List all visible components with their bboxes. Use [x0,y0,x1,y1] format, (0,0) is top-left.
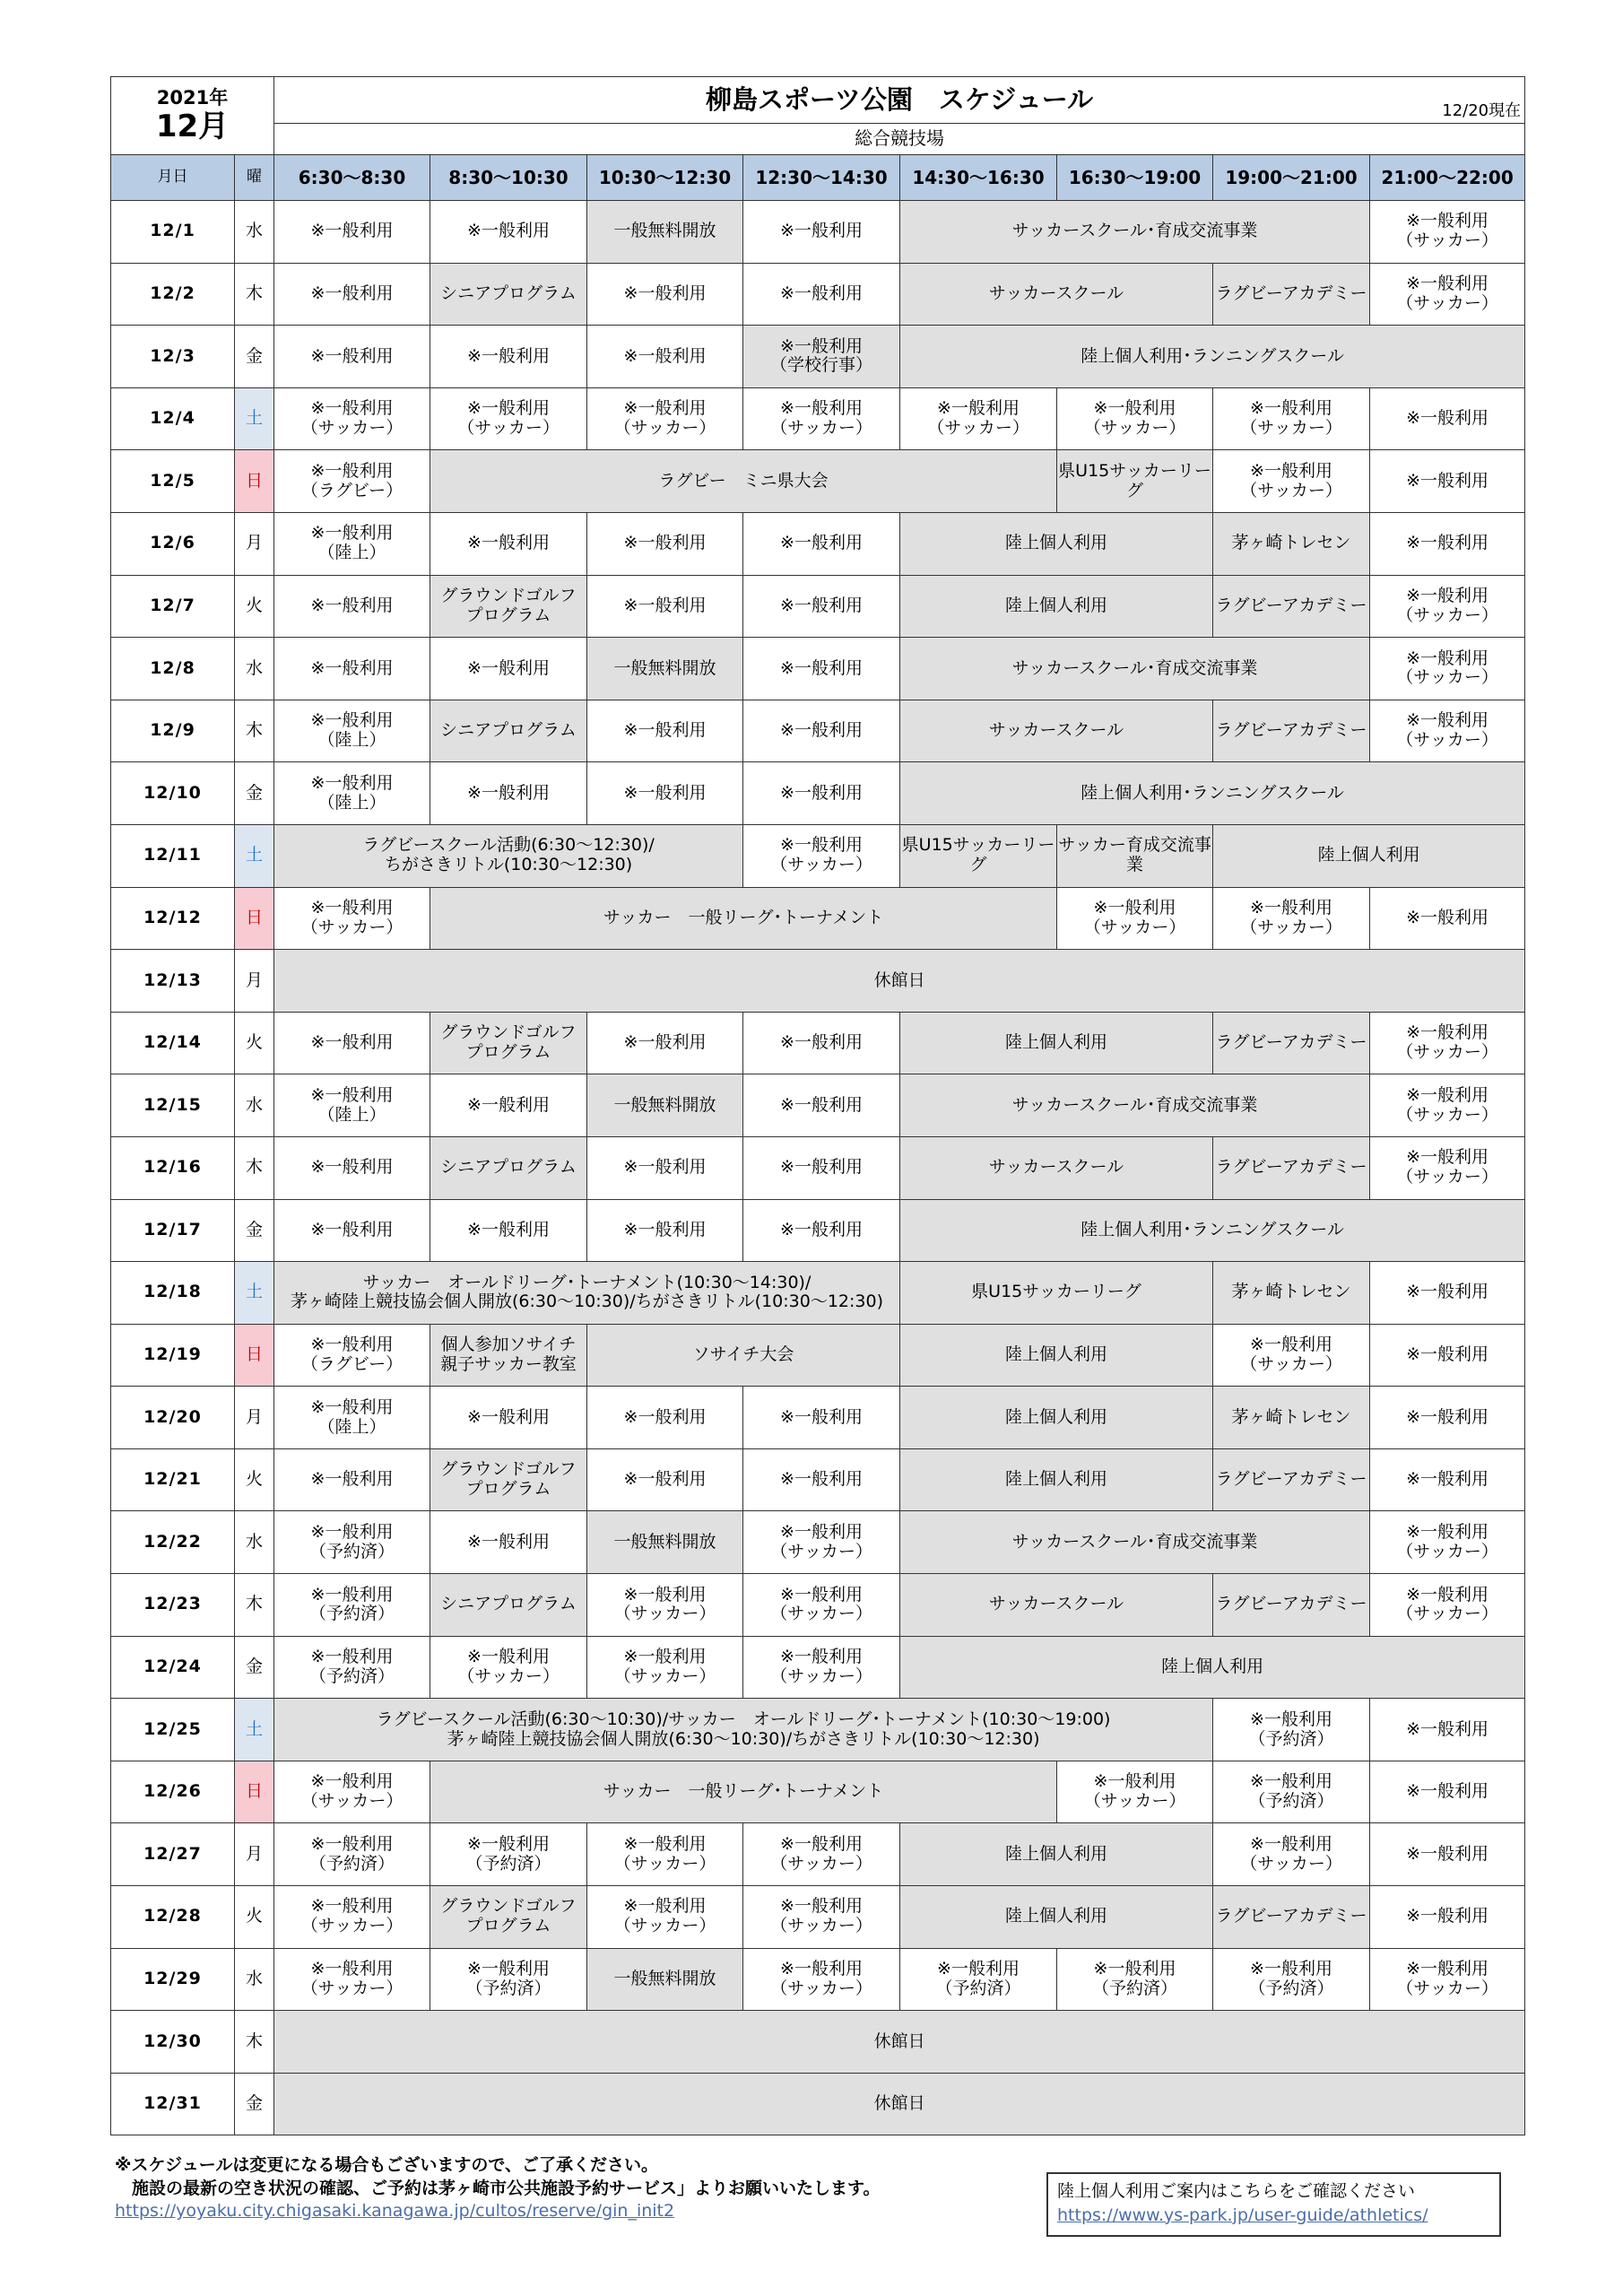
col-header-slot: 6:30～8:30 [274,155,430,201]
schedule-cell: ※一般利用 [430,762,587,825]
schedule-cell: ※一般利用 [743,1199,900,1262]
schedule-cell: サッカースクール･育成交流事業 [900,1074,1370,1137]
date-cell: 12/31 [111,2073,235,2135]
schedule-cell: ※一般利用 （サッカー） [1057,887,1213,950]
schedule-cell: サッカースクール [900,1574,1213,1637]
schedule-cell: ソサイチ大会 [587,1324,900,1387]
weekday-cell: 水 [235,1511,274,1574]
schedule-cell: 陸上個人利用 [900,1448,1213,1511]
schedule-cell: ※一般利用 [274,201,430,264]
weekday-cell: 木 [235,263,274,326]
date-cell: 12/14 [111,1012,235,1074]
date-cell: 12/9 [111,700,235,762]
date-cell: 12/1 [111,201,235,264]
weekday-cell: 火 [235,1448,274,1511]
schedule-cell: 陸上個人利用･ランニングスクール [900,326,1525,388]
schedule-cell: ラグビースクール活動(6:30～12:30)/ ちがさきリトル(10:30～12:30) [274,824,743,887]
schedule-cell: ※一般利用 （ラグビー） [274,1324,430,1387]
schedule-cell: ※一般利用 [743,575,900,638]
schedule-cell: ※一般利用 [274,1199,430,1262]
weekday-cell: 木 [235,1136,274,1199]
schedule-cell: ※一般利用 （サッカー） [900,387,1057,450]
schedule-cell: ※一般利用 （予約済） [274,1574,430,1637]
schedule-cell: ラグビーアカデミー [1213,575,1370,638]
schedule-cell: ※一般利用 [1370,1324,1525,1387]
weekday-cell: 日 [235,887,274,950]
schedule-cell: ※一般利用 （サッカー） [274,887,430,950]
date-cell: 12/7 [111,575,235,638]
schedule-cell: ※一般利用 [587,1199,743,1262]
weekday-cell: 木 [235,2011,274,2074]
schedule-row [111,1948,1525,2011]
schedule-cell: グラウンドゴルフ プログラム [430,1448,587,1511]
schedule-cell: ※一般利用 [430,638,587,700]
schedule-cell: ※一般利用 [1370,387,1525,450]
schedule-cell: ※一般利用 [743,512,900,575]
schedule-cell: ラグビー ミニ県大会 [430,450,1057,513]
schedule-cell: 陸上個人利用 [900,512,1213,575]
date-cell: 12/10 [111,762,235,825]
schedule-cell: 一般無料開放 [587,638,743,700]
schedule-cell: ※一般利用 （サッカー） [1370,700,1525,762]
column-header-row [111,155,1525,201]
schedule-cell: ※一般利用 （サッカー） [743,1886,900,1949]
schedule-cell: ※一般利用 （予約済） [1213,1699,1370,1761]
schedule-cell: ※一般利用 （サッカー） [743,824,900,887]
schedule-cell: ※一般利用 [743,1448,900,1511]
schedule-cell: ※一般利用 [1370,1761,1525,1823]
schedule-cell: ※一般利用 [743,1387,900,1449]
schedule-table [110,76,1525,2135]
schedule-cell: ※一般利用 （サッカー） [1057,1761,1213,1823]
date-cell: 12/20 [111,1387,235,1449]
schedule-cell: 休館日 [274,2073,1525,2135]
schedule-cell: ※一般利用 （サッカー） [587,1823,743,1886]
schedule-cell: サッカー 一般リーグ･トーナメント [430,887,1057,950]
schedule-cell: ※一般利用 （予約済） [1057,1948,1213,2011]
date-cell: 12/21 [111,1448,235,1511]
weekday-cell: 月 [235,1823,274,1886]
footer-note-1: ※スケジュールは変更になる場合もございますので、ご了承ください。 [115,2155,658,2175]
schedule-cell: ※一般利用 [587,263,743,326]
schedule-row [111,387,1525,450]
athletics-info-link[interactable]: https://www.ys-park.jp/user-guide/athletics/ [1057,2205,1428,2225]
schedule-cell: ※一般利用 （サッカー） [1370,1511,1525,1574]
date-cell: 12/16 [111,1136,235,1199]
schedule-cell: ※一般利用 [743,1012,900,1074]
weekday-cell: 木 [235,700,274,762]
date-cell: 12/22 [111,1511,235,1574]
month-label: 12月 [155,108,230,144]
weekday-cell: 月 [235,512,274,575]
weekday-cell: 水 [235,638,274,700]
date-cell: 12/13 [111,950,235,1013]
schedule-cell: ※一般利用 （サッカー） [1370,638,1525,700]
schedule-cell: 一般無料開放 [587,1511,743,1574]
schedule-cell: ※一般利用 （サッカー） [1370,1574,1525,1637]
schedule-cell: ラグビーアカデミー [1213,1886,1370,1949]
schedule-cell: サッカースクール [900,1136,1213,1199]
col-header-slot: 12:30～14:30 [743,155,900,201]
schedule-cell: ※一般利用 （予約済） [1213,1761,1370,1823]
schedule-cell: ※一般利用 [274,575,430,638]
date-cell: 12/2 [111,263,235,326]
col-header-slot: 19:00～21:00 [1213,155,1370,201]
weekday-cell: 日 [235,1761,274,1823]
schedule-cell: ※一般利用 （サッカー） [274,1948,430,2011]
schedule-cell: サッカースクール [900,700,1213,762]
schedule-cell: ラグビースクール活動(6:30～10:30)/サッカー オールドリーグ･トーナメント(10:30～19:00) 茅ヶ崎陸上競技協会個人開放(6:30～10:30)/ちがさきリトル(10:30～12:30) [274,1699,1213,1761]
schedule-row [111,1012,1525,1074]
schedule-cell: 茅ヶ崎トレセン [1213,512,1370,575]
date-cell: 12/6 [111,512,235,575]
schedule-row [111,2011,1525,2074]
date-cell: 12/8 [111,638,235,700]
schedule-cell: ※一般利用 （サッカー） [1213,387,1370,450]
col-header-date: 月日 [111,155,235,201]
schedule-cell: ※一般利用 （サッカー） [1370,1074,1525,1137]
col-header-slot: 21:00～22:00 [1370,155,1525,201]
date-cell: 12/24 [111,1636,235,1699]
schedule-row [111,1448,1525,1511]
schedule-row [111,2073,1525,2135]
schedule-cell: 陸上個人利用 [900,1012,1213,1074]
schedule-row [111,201,1525,264]
schedule-cell: ※一般利用 [587,700,743,762]
schedule-cell: ※一般利用 （サッカー） [743,1636,900,1699]
date-cell: 12/3 [111,326,235,388]
schedule-cell: ※一般利用 [430,1074,587,1137]
venue-label: 総合競技場 [274,123,1525,154]
schedule-row [111,638,1525,700]
schedule-cell: サッカー 一般リーグ･トーナメント [430,1761,1057,1823]
schedule-cell: サッカースクール･育成交流事業 [900,638,1370,700]
schedule-cell: ※一般利用 （予約済） [900,1948,1057,2011]
date-cell: 12/30 [111,2011,235,2074]
schedule-cell: ※一般利用 [1370,1448,1525,1511]
schedule-cell: ※一般利用 （学校行事） [743,326,900,388]
schedule-cell: ※一般利用 （予約済） [430,1948,587,2011]
schedule-cell: ※一般利用 （予約済） [1213,1948,1370,2011]
schedule-cell: ※一般利用 （サッカー） [587,1886,743,1949]
weekday-cell: 金 [235,762,274,825]
schedule-cell: ※一般利用 （サッカー） [430,1636,587,1699]
date-cell: 12/19 [111,1324,235,1387]
schedule-cell: シニアプログラム [430,1136,587,1199]
schedule-cell: ※一般利用 [743,1074,900,1137]
date-cell: 12/26 [111,1761,235,1823]
schedule-cell: 陸上個人利用 [900,1636,1525,1699]
schedule-cell: ※一般利用 （サッカー） [1213,450,1370,513]
schedule-row [111,1199,1525,1262]
schedule-cell: ※一般利用 （予約済） [274,1636,430,1699]
year-label: 2021年 [156,87,229,109]
schedule-cell: ※一般利用 [1370,1886,1525,1949]
date-cell: 12/5 [111,450,235,513]
weekday-cell: 水 [235,1074,274,1137]
weekday-cell: 金 [235,1199,274,1262]
schedule-cell: ※一般利用 [587,1136,743,1199]
schedule-cell: ※一般利用 （陸上） [274,762,430,825]
schedule-cell: シニアプログラム [430,1574,587,1637]
schedule-cell: ※一般利用 （サッカー） [1370,1136,1525,1199]
date-cell: 12/4 [111,387,235,450]
schedule-cell: ※一般利用 （陸上） [274,1387,430,1449]
schedule-row [111,1511,1525,1574]
weekday-cell: 火 [235,575,274,638]
schedule-cell: 県U15サッカーリーグ [1057,450,1213,513]
schedule-cell: サッカー オールドリーグ･トーナメント(10:30～14:30)/ 茅ヶ崎陸上競技協会個人開放(6:30～10:30)/ちがさきリトル(10:30～12:30) [274,1262,900,1325]
schedule-cell: ※一般利用 [430,1199,587,1262]
schedule-cell: グラウンドゴルフ プログラム [430,575,587,638]
schedule-row [111,326,1525,388]
schedule-cell: ※一般利用 （サッカー） [274,387,430,450]
schedule-cell: 陸上個人利用 [900,1823,1213,1886]
schedule-cell: ※一般利用 （サッカー） [1370,1948,1525,2011]
schedule-cell: ※一般利用 [274,1136,430,1199]
schedule-cell: ※一般利用 [1370,1262,1525,1325]
schedule-cell: ※一般利用 （サッカー） [587,1636,743,1699]
date-cell: 12/18 [111,1262,235,1325]
schedule-cell: ※一般利用 （サッカー） [1213,1324,1370,1387]
schedule-cell: グラウンドゴルフ プログラム [430,1012,587,1074]
date-cell: 12/17 [111,1199,235,1262]
schedule-cell: 個人参加ソサイチ 親子サッカー教室 [430,1324,587,1387]
schedule-cell: ※一般利用 （陸上） [274,512,430,575]
schedule-row [111,1324,1525,1387]
schedule-cell: ※一般利用 （サッカー） [1370,575,1525,638]
schedule-cell: ※一般利用 [1370,887,1525,950]
schedule-cell: サッカースクール･育成交流事業 [900,1511,1370,1574]
schedule-cell: ※一般利用 （サッカー） [1370,201,1525,264]
schedule-cell: ※一般利用 （サッカー） [743,1823,900,1886]
schedule-row [111,1074,1525,1137]
schedule-cell: サッカー育成交流事業 [1057,824,1213,887]
schedule-cell: ※一般利用 [1370,1823,1525,1886]
schedule-row [111,1574,1525,1637]
weekday-cell: 月 [235,950,274,1013]
date-cell: 12/23 [111,1574,235,1637]
schedule-cell: ※一般利用 [587,762,743,825]
schedule-cell: ※一般利用 （サッカー） [743,1511,900,1574]
schedule-cell: ※一般利用 [274,1012,430,1074]
schedule-cell: 陸上個人利用 [1213,824,1525,887]
schedule-row [111,1823,1525,1886]
schedule-row [111,1387,1525,1449]
schedule-cell: 陸上個人利用･ランニングスクール [900,762,1525,825]
schedule-cell: ※一般利用 （サッカー） [587,1574,743,1637]
schedule-cell: ラグビーアカデミー [1213,1448,1370,1511]
schedule-cell: グラウンドゴルフ プログラム [430,1886,587,1949]
schedule-row [111,700,1525,762]
athletics-info-box [1046,2172,1501,2237]
weekday-cell: 月 [235,1387,274,1449]
schedule-cell: ※一般利用 [430,512,587,575]
schedule-row [111,887,1525,950]
col-header-dow: 曜 [235,155,274,201]
col-header-slot: 16:30～19:00 [1057,155,1213,201]
schedule-cell: 県U15サッカーリーグ [900,824,1057,887]
schedule-row [111,450,1525,513]
schedule-cell: 一般無料開放 [587,1948,743,2011]
schedule-cell: ※一般利用 （サッカー） [1213,887,1370,950]
athletics-info-label: 陸上個人利用ご案内はこちらをご確認ください [1057,2181,1416,2201]
page-title [274,77,1525,124]
schedule-cell: ※一般利用 [743,700,900,762]
schedule-cell: ※一般利用 [1370,1699,1525,1761]
schedule-cell: ラグビーアカデミー [1213,263,1370,326]
schedule-cell: 一般無料開放 [587,1074,743,1137]
weekday-cell: 土 [235,1699,274,1761]
schedule-cell: 陸上個人利用 [900,1886,1213,1949]
schedule-cell: ※一般利用 （予約済） [430,1823,587,1886]
schedule-cell: ※一般利用 （サッカー） [587,387,743,450]
schedule-cell: ラグビーアカデミー [1213,700,1370,762]
footer-notes [115,2154,880,2223]
schedule-cell: サッカースクール･育成交流事業 [900,201,1370,264]
schedule-cell: ※一般利用 [274,326,430,388]
weekday-cell: 土 [235,824,274,887]
schedule-cell: 陸上個人利用 [900,575,1213,638]
weekday-cell: 水 [235,1948,274,2011]
title-text: 柳島スポーツ公園 スケジュール [706,83,1094,115]
date-cell: 12/25 [111,1699,235,1761]
schedule-row [111,1136,1525,1199]
schedule-cell: ※一般利用 （サッカー） [1370,1012,1525,1074]
schedule-cell: ※一般利用 [587,512,743,575]
reserve-link[interactable]: https://yoyaku.city.chigasaki.kanagawa.jp/cultos/reserve/gin_init2 [115,2201,675,2222]
schedule-cell: ※一般利用 [430,201,587,264]
schedule-cell: ※一般利用 （サッカー） [743,387,900,450]
schedule-row [111,824,1525,887]
schedule-cell: ラグビーアカデミー [1213,1136,1370,1199]
weekday-cell: 金 [235,326,274,388]
schedule-cell: ※一般利用 [274,263,430,326]
weekday-cell: 木 [235,1574,274,1637]
col-header-slot: 8:30～10:30 [430,155,587,201]
schedule-cell: 県U15サッカーリーグ [900,1262,1213,1325]
schedule-row [111,1886,1525,1949]
schedule-row [111,1262,1525,1325]
schedule-row [111,1761,1525,1823]
weekday-cell: 火 [235,1012,274,1074]
schedule-cell: ※一般利用 [743,1136,900,1199]
schedule-cell: 茅ヶ崎トレセン [1213,1387,1370,1449]
schedule-row [111,950,1525,1013]
schedule-cell: ※一般利用 [743,762,900,825]
schedule-cell: 陸上個人利用･ランニングスクール [900,1199,1525,1262]
schedule-row [111,575,1525,638]
schedule-cell: ※一般利用 （サッカー） [430,387,587,450]
schedule-cell: ※一般利用 （陸上） [274,1074,430,1137]
schedule-cell: ※一般利用 （サッカー） [1370,263,1525,326]
date-cell: 12/28 [111,1886,235,1949]
schedule-body [111,201,1525,2135]
schedule-cell: ※一般利用 [274,638,430,700]
schedule-cell: ※一般利用 [430,1511,587,1574]
schedule-cell: ※一般利用 [587,1012,743,1074]
schedule-cell: ※一般利用 （予約済） [274,1823,430,1886]
schedule-cell: 茅ヶ崎トレセン [1213,1262,1370,1325]
schedule-cell: ※一般利用 （サッカー） [274,1886,430,1949]
schedule-cell: ※一般利用 [587,575,743,638]
schedule-cell: ※一般利用 [743,201,900,264]
schedule-cell: ※一般利用 （サッカー） [1213,1823,1370,1886]
schedule-cell: ※一般利用 [743,638,900,700]
footer-note-2: 施設の最新の空き状況の確認、ご予約は茅ヶ崎市公共施設予約サービス」よりお願いいたします。 [115,2178,881,2198]
schedule-cell: シニアプログラム [430,700,587,762]
date-cell: 12/15 [111,1074,235,1137]
schedule-cell: ※一般利用 （予約済） [274,1511,430,1574]
as-of-date: 12/20現在 [1442,100,1522,120]
schedule-cell: サッカースクール [900,263,1213,326]
year-month-box [111,77,274,155]
schedule-cell: ※一般利用 （サッカー） [743,1574,900,1637]
weekday-cell: 日 [235,450,274,513]
schedule-cell: ※一般利用 [587,1448,743,1511]
schedule-cell: ※一般利用 [1370,1387,1525,1449]
schedule-cell: 休館日 [274,2011,1525,2074]
schedule-cell: ラグビーアカデミー [1213,1012,1370,1074]
weekday-cell: 土 [235,1262,274,1325]
schedule-cell: ※一般利用 （サッカー） [1057,387,1213,450]
schedule-cell: ※一般利用 [1370,450,1525,513]
weekday-cell: 金 [235,1636,274,1699]
schedule-cell: ※一般利用 [587,1387,743,1449]
schedule-cell: シニアプログラム [430,263,587,326]
schedule-cell: ※一般利用 [430,1387,587,1449]
schedule-cell: ※一般利用 （サッカー） [274,1761,430,1823]
date-cell: 12/11 [111,824,235,887]
schedule-cell: 休館日 [274,950,1525,1013]
date-cell: 12/27 [111,1823,235,1886]
schedule-row [111,263,1525,326]
weekday-cell: 火 [235,1886,274,1949]
schedule-cell: ※一般利用 [430,326,587,388]
date-cell: 12/29 [111,1948,235,2011]
schedule-cell: ※一般利用 [1370,512,1525,575]
weekday-cell: 金 [235,2073,274,2135]
col-header-slot: 14:30～16:30 [900,155,1057,201]
schedule-cell: ※一般利用 [743,263,900,326]
schedule-cell: ※一般利用 （陸上） [274,700,430,762]
schedule-row [111,1699,1525,1761]
weekday-cell: 水 [235,201,274,264]
schedule-cell: 陸上個人利用 [900,1387,1213,1449]
date-cell: 12/12 [111,887,235,950]
schedule-cell: ラグビーアカデミー [1213,1574,1370,1637]
schedule-row [111,762,1525,825]
weekday-cell: 日 [235,1324,274,1387]
schedule-cell: ※一般利用 [274,1448,430,1511]
schedule-cell: ※一般利用 （サッカー） [743,1948,900,2011]
col-header-slot: 10:30～12:30 [587,155,743,201]
schedule-cell: 一般無料開放 [587,201,743,264]
schedule-row [111,1636,1525,1699]
schedule-cell: ※一般利用 [587,326,743,388]
schedule-cell: 陸上個人利用 [900,1324,1213,1387]
schedule-row [111,512,1525,575]
weekday-cell: 土 [235,387,274,450]
schedule-cell: ※一般利用 （ラグビー） [274,450,430,513]
